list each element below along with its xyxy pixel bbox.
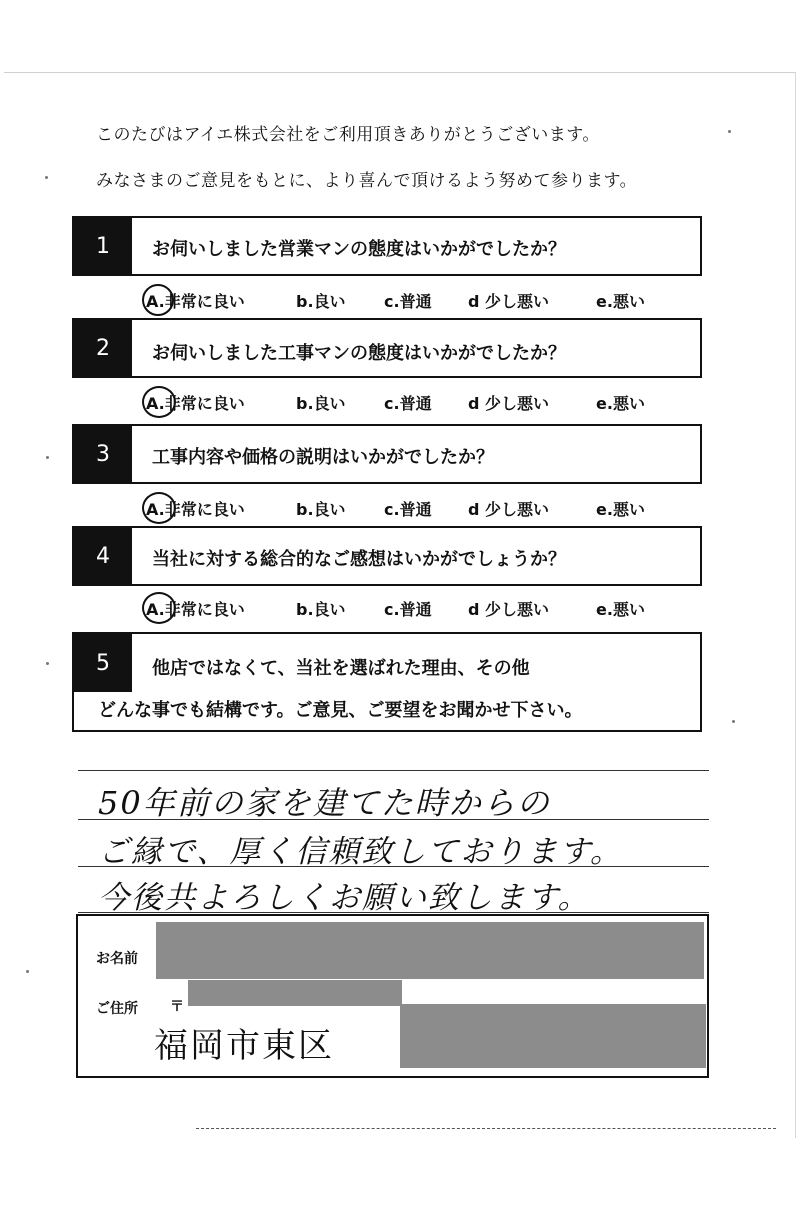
option-c[interactable]: c.普通: [384, 292, 432, 311]
scan-speck: [46, 456, 49, 459]
option-b[interactable]: b.良い: [296, 600, 346, 619]
question-4-box: [72, 526, 702, 586]
comment-line-1: 50年前の家を建てた時からの: [98, 784, 551, 822]
option-c[interactable]: c.普通: [384, 500, 432, 519]
option-b[interactable]: b.良い: [296, 394, 346, 413]
option-e[interactable]: e.悪い: [596, 394, 645, 413]
option-b[interactable]: b.良い: [296, 292, 346, 311]
comment-line-2: ご縁で、厚く信頼致しております。: [98, 834, 623, 870]
option-e[interactable]: e.悪い: [596, 292, 645, 311]
question-5-box: [72, 632, 702, 732]
comment-line-3: 今後共よろしくお願い致します。: [98, 880, 591, 916]
scan-speck: [45, 176, 48, 179]
option-d[interactable]: d 少し悪い: [468, 394, 550, 413]
intro-line-2: みなさまのご意見をもとに、より喜んで頂けるよう努めて参ります。: [96, 171, 638, 191]
question-number: 5: [74, 634, 132, 692]
comment-rule: [78, 770, 709, 771]
option-a[interactable]: A.非常に良い: [146, 600, 245, 619]
question-5-line-1: 他店ではなくて、当社を選ばれた理由、その他: [152, 658, 530, 679]
address-redaction: [400, 1004, 706, 1068]
scan-speck: [728, 130, 731, 133]
question-text: 工事内容や価格の説明はいかがでしたか？: [152, 447, 494, 468]
question-number: 1: [74, 218, 132, 274]
right-edge-rule: [795, 72, 796, 1138]
scan-speck: [26, 970, 29, 973]
option-c[interactable]: c.普通: [384, 394, 432, 413]
intro-line-1: このたびはアイエ株式会社をご利用頂きありがとうございます。: [96, 125, 600, 145]
question-3-box: [72, 424, 702, 484]
question-1-box: [72, 216, 702, 276]
name-label: お名前: [96, 951, 138, 967]
scan-speck: [46, 662, 49, 665]
option-a[interactable]: A.非常に良い: [146, 292, 245, 311]
name-redaction: [156, 922, 704, 979]
top-rule: [4, 72, 796, 73]
option-a[interactable]: A.非常に良い: [146, 500, 245, 519]
option-d[interactable]: d 少し悪い: [468, 600, 550, 619]
option-d[interactable]: d 少し悪い: [468, 500, 550, 519]
postal-mark: 〒: [170, 999, 184, 1015]
question-text: お伺いしました営業マンの態度はいかがでしたか？: [152, 239, 566, 260]
option-d[interactable]: d 少し悪い: [468, 292, 550, 311]
question-text: お伺いしました工事マンの態度はいかがでしたか？: [152, 343, 566, 364]
option-e[interactable]: e.悪い: [596, 500, 645, 519]
option-a[interactable]: A.非常に良い: [146, 394, 245, 413]
question-text: 当社に対する総合的なご感想はいかがでしょうか？: [152, 549, 566, 570]
scan-speck: [732, 720, 735, 723]
question-2-box: [72, 318, 702, 378]
address-handwritten: 福岡市東区: [154, 1026, 334, 1066]
question-number: 2: [74, 320, 132, 376]
contact-box: [76, 914, 709, 1078]
bottom-rule: [196, 1128, 776, 1129]
question-5-line-2: どんな事でも結構です。ご意見、ご要望をお聞かせ下さい。: [98, 700, 583, 721]
option-e[interactable]: e.悪い: [596, 600, 645, 619]
question-number: 3: [74, 426, 132, 482]
postal-code-redaction: [188, 980, 402, 1006]
question-number: 4: [74, 528, 132, 584]
option-c[interactable]: c.普通: [384, 600, 432, 619]
address-label: ご住所: [96, 1001, 138, 1017]
option-b[interactable]: b.良い: [296, 500, 346, 519]
